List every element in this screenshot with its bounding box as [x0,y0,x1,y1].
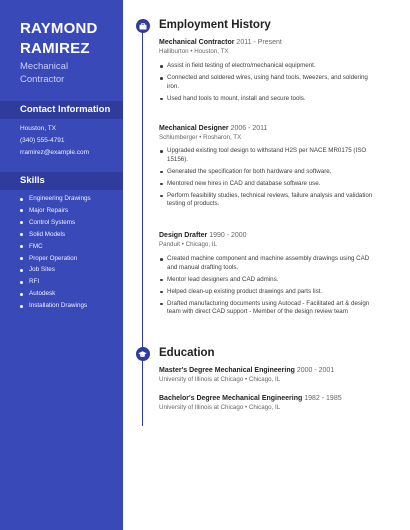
contact-email: rramirez@example.com [20,149,90,156]
skill-item: Control Systems [20,217,91,229]
separator-dot: • [190,47,195,55]
job-bullet: Helped clean-up existing product drawings and parts list. [159,288,374,297]
school-row [159,404,280,412]
briefcase-icon [136,19,150,33]
job-bullets [159,62,374,103]
education-title-row [159,394,342,403]
skill-item: FMC [20,241,91,253]
job-dates: 2011 - Present [236,39,282,46]
job-bullet: Drafted manufacturing documents using Autocad - Facilitated art & design team with direct CAD support - Member of the design review team [159,300,374,317]
job-dates: 2006 - 2011 [230,125,268,132]
job-company-row [159,48,228,56]
separator-dot: • [245,404,249,411]
candidate-name: RAYMOND RAMIREZ [20,20,98,57]
graduation-cap-icon [136,347,150,361]
job-location: Houston, TX [194,47,229,55]
candidate-title: Mechanical Contractor [20,61,69,85]
job-title: Mechanical Contractor [159,39,235,46]
education-heading: Education [159,347,215,359]
job-location: Chicago, IL [185,240,217,248]
job-dates: 1990 - 2000 [209,232,247,239]
separator-dot: • [199,133,204,141]
skill-item: Solid Models [20,229,91,241]
job-title-row [159,38,282,47]
job-company: Schlumberger [159,133,198,141]
skill-item: Major Repairs [20,205,91,217]
job-bullet: Assist in field testing of electro/mechanical equipment. [159,62,374,71]
school-name: University of Illinois at Chicago [159,376,244,383]
job-bullet: Used hand tools to mount, install and secure tools. [159,95,374,104]
skills-list [20,193,91,312]
degree-name: Bachelor's Degree Mechanical Engineering [159,395,303,402]
school-location: Chicago, IL [248,404,281,411]
job-company-row [159,241,217,249]
skill-item: Engineering Drawings [20,193,91,205]
degree-name: Master's Degree Mechanical Engineering [159,367,295,374]
degree-dates: 2000 - 2001 [296,367,335,374]
timeline-line [142,26,143,426]
school-name: University of Illinois at Chicago [159,404,244,411]
school-location: Chicago, IL [248,376,281,383]
education-title-row [159,366,334,375]
job-company: Halliburton [159,47,189,55]
job-bullets [159,147,374,209]
sidebar [0,0,123,530]
job-bullet: Upgraded existing tool design to withstand H2S per NACE MR0175 (ISO 15156). [159,147,374,164]
job-bullet: Created machine component and machine assembly drawings using CAD and manual drafting tools. [159,255,374,272]
contact-phone: (340) 555-4791 [20,137,65,144]
job-company-row [159,134,241,142]
skills-heading: Skills [20,175,45,186]
job-title: Mechanical Designer [159,125,229,132]
separator-dot: • [245,376,249,383]
skill-item: Job Sites [20,264,91,276]
job-title-row [159,124,267,133]
job-bullets [159,255,374,317]
skill-item: Proper Operation [20,253,91,265]
job-bullet: Perform feasibility studies, technical reviews, failure analysis and validation testing of products. [159,192,374,209]
degree-dates: 1982 - 1985 [304,395,342,402]
separator-dot: • [181,240,186,248]
job-title-row [159,231,247,240]
contact-heading: Contact Information [20,104,111,115]
skill-item: Installation Drawings [20,300,91,312]
skills-heading-band [0,172,123,190]
job-bullet: Connected and soldered wires, using hand tools, tweezers, and soldering iron. [159,74,374,91]
job-bullet: Generated the specification for both hardware and software. [159,168,374,177]
school-row [159,376,280,384]
job-bullet: Mentored new hires in CAD and database software use. [159,180,374,189]
job-location: Rosharon, TX [203,133,242,141]
skill-item: Autodesk [20,288,91,300]
job-company: Panduit [159,240,180,248]
contact-location: Houston, TX [20,125,57,132]
job-title: Design Drafter [159,232,208,239]
employment-heading: Employment History [159,19,271,31]
skill-item: RFI [20,276,91,288]
job-bullet: Mentor lead designers and CAD admins. [159,276,374,285]
